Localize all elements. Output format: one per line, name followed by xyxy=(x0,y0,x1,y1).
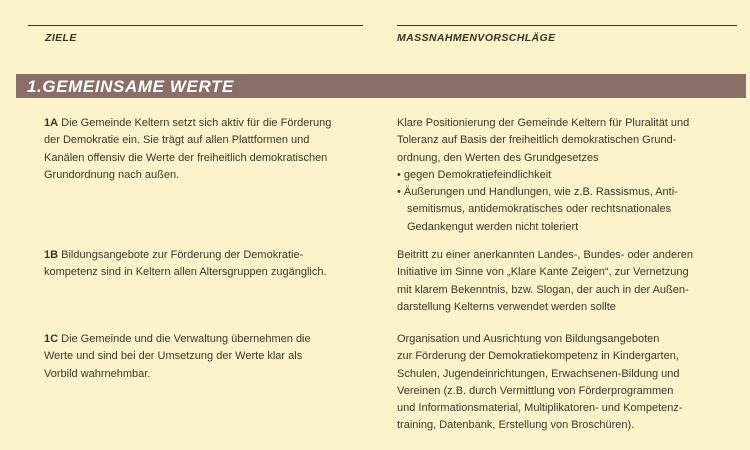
goal-code: 1A xyxy=(44,117,59,129)
measure-line: Vereinen (z.B. durch Vermittlung von Förderprogrammen xyxy=(397,384,674,397)
measure-line: training, Datenbank, Erstellung von Broschüren). xyxy=(397,419,635,432)
goal-1a xyxy=(44,115,360,184)
goal-line: 1A Die Gemeinde Keltern setzt sich aktiv für die Förderung xyxy=(44,117,332,129)
section-title: GEMEINSAME WERTE xyxy=(42,77,234,96)
measure-1b xyxy=(397,247,727,316)
measure-line: Toleranz auf Basis der freiheitlich demokratischen Grund- xyxy=(397,134,677,147)
goal-line: Werte und sind bei der Umsetzung der Werte klar als xyxy=(44,350,303,363)
measure-line: darstellung Kelterns verwendet werden sollte xyxy=(397,300,616,313)
goal-line: Grundordnung nach außen. xyxy=(44,168,180,181)
column-header-ziele-label: ZIELE xyxy=(45,32,77,44)
goal-line: 1C Die Gemeinde und die Verwaltung übernehmen die xyxy=(44,333,311,345)
goal-line: Kanälen offensiv die Werte der freiheitlich demokratischen xyxy=(44,151,328,164)
bullet-item: • Äußerungen und Handlungen, wie z.B. Rassismus, Anti- xyxy=(397,186,678,199)
bullet-continuation: Gedankengut werden nicht toleriert xyxy=(407,220,579,233)
bullet-item: • gegen Demokratiefeindlichkeit xyxy=(397,168,552,181)
measure-line: Klare Positionierung der Gemeinde Keltern für Pluralität und xyxy=(397,117,690,129)
goal-code: 1C xyxy=(44,333,59,345)
measure-line: Beitritt zu einer anerkannten Landes-, Bundes- oder anderen xyxy=(397,249,693,261)
goal-1b xyxy=(44,247,360,282)
column-header-ziele xyxy=(28,25,363,44)
measure-line: zur Förderung der Demokratiekompetenz in Kindergarten, xyxy=(397,350,679,363)
goal-1c xyxy=(44,331,360,383)
goal-line: Vorbild wahrnehmbar. xyxy=(44,367,151,380)
column-header-massnahmen-label: MASSNAHMENVORSCHLÄGE xyxy=(397,32,556,44)
goal-code: 1B xyxy=(44,249,59,261)
section-heading xyxy=(16,74,746,98)
measure-line: ordnung, den Werten des Grundgesetzes xyxy=(397,151,599,164)
measure-line: und Informationsmaterial, Multiplikatoren- und Kompetenz- xyxy=(397,402,683,415)
section-number: 1. xyxy=(27,77,43,96)
goal-line: der Demokratie ein. Sie trägt auf allen Plattformen und xyxy=(44,134,310,147)
goal-line: 1B Bildungsangebote zur Förderung der Demokratie- xyxy=(44,249,304,261)
bullet-continuation: semitismus, antidemokratisches oder rechtsnationales xyxy=(407,203,672,216)
measure-line: mit klarem Bekenntnis, bzw. Slogan, der auch in der Außen- xyxy=(397,283,689,296)
measure-line: Schulen, Jugendeinrichtungen, Erwachsenen-Bildung und xyxy=(397,367,680,380)
goal-line: kompetenz sind in Keltern allen Altersgruppen zugänglich. xyxy=(44,266,327,279)
measure-1c xyxy=(397,331,727,435)
column-header-massnahmen xyxy=(397,25,737,44)
measure-line: Initiative im Sinne von „Klare Kante Zeigen“, zur Vernetzung xyxy=(397,266,689,279)
measure-1a xyxy=(397,115,727,236)
measure-line: Organisation und Ausrichtung von Bildungsangeboten xyxy=(397,333,660,345)
